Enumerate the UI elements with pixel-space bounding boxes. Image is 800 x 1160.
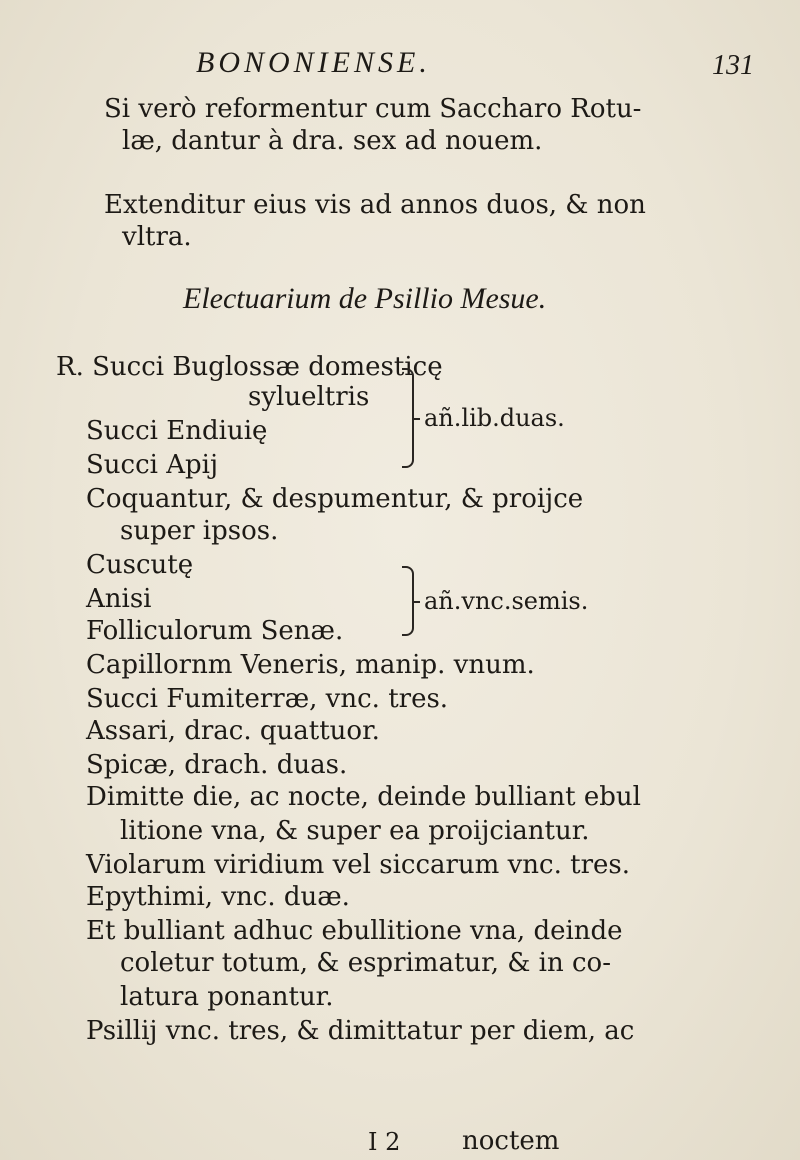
recipe-line: Capillornm Veneris, manip. vnum. — [86, 650, 535, 680]
ingredient-line: Folliculorum Senæ. — [86, 616, 344, 646]
ingredient-line: Anisi — [86, 584, 152, 614]
page-number: 131 — [712, 50, 754, 81]
recipe-line: super ipsos. — [120, 516, 279, 546]
ingredient-line: Succi Endiuię — [86, 416, 268, 446]
recipe-line: Succi Fumiterræ, vnc. tres. — [86, 684, 449, 714]
signature-mark: I 2 — [368, 1128, 401, 1156]
para1-line1: Si verò reformentur cum Saccharo Rotu- — [104, 94, 642, 124]
dose-group1: añ.lib.duas. — [424, 404, 565, 432]
recipe-line: Violarum viridium vel siccarum vnc. tres. — [86, 850, 630, 880]
brace-group2 — [402, 566, 414, 636]
ingredient-line: Cuscutę — [86, 550, 194, 580]
recipe-line: coletur totum, & esprimatur, & in co- — [120, 948, 611, 978]
recipe-line: Spicæ, drach. duas. — [86, 750, 348, 780]
ingredient-line: Succi Apij — [86, 450, 219, 480]
running-head: BONONIENSE. — [196, 46, 431, 79]
recipe-line: Epythimi, vnc. duæ. — [86, 882, 350, 912]
dose-group2: añ.vnc.semis. — [424, 587, 589, 615]
ingredient-line: sylueltris — [248, 382, 370, 412]
recipe-line: latura ponantur. — [120, 982, 334, 1012]
section-subtitle: Electuarium de Psillio Mesue. — [183, 282, 547, 315]
recipe-line: litione vna, & super ea proijciantur. — [120, 816, 590, 846]
catchword: noctem — [462, 1126, 560, 1156]
para2-line2: vltra. — [122, 222, 192, 252]
para2-line1: Extenditur eius vis ad annos duos, & non — [104, 190, 646, 220]
recipe-line: Psillij vnc. tres, & dimittatur per diem, ac — [86, 1016, 635, 1046]
para1-line2: læ, dantur à dra. sex ad nouem. — [122, 126, 543, 156]
ingredient-line: R. Succi Buglossæ domesticę — [56, 352, 443, 382]
recipe-line: Et bulliant adhuc ebullitione vna, deinde — [86, 916, 623, 946]
recipe-line: Dimitte die, ac nocte, deinde bulliant ebul — [86, 782, 641, 812]
brace-group1 — [402, 368, 414, 468]
recipe-line: Assari, drac. quattuor. — [86, 716, 380, 746]
recipe-line: Coquantur, & despumentur, & proijce — [86, 484, 584, 514]
